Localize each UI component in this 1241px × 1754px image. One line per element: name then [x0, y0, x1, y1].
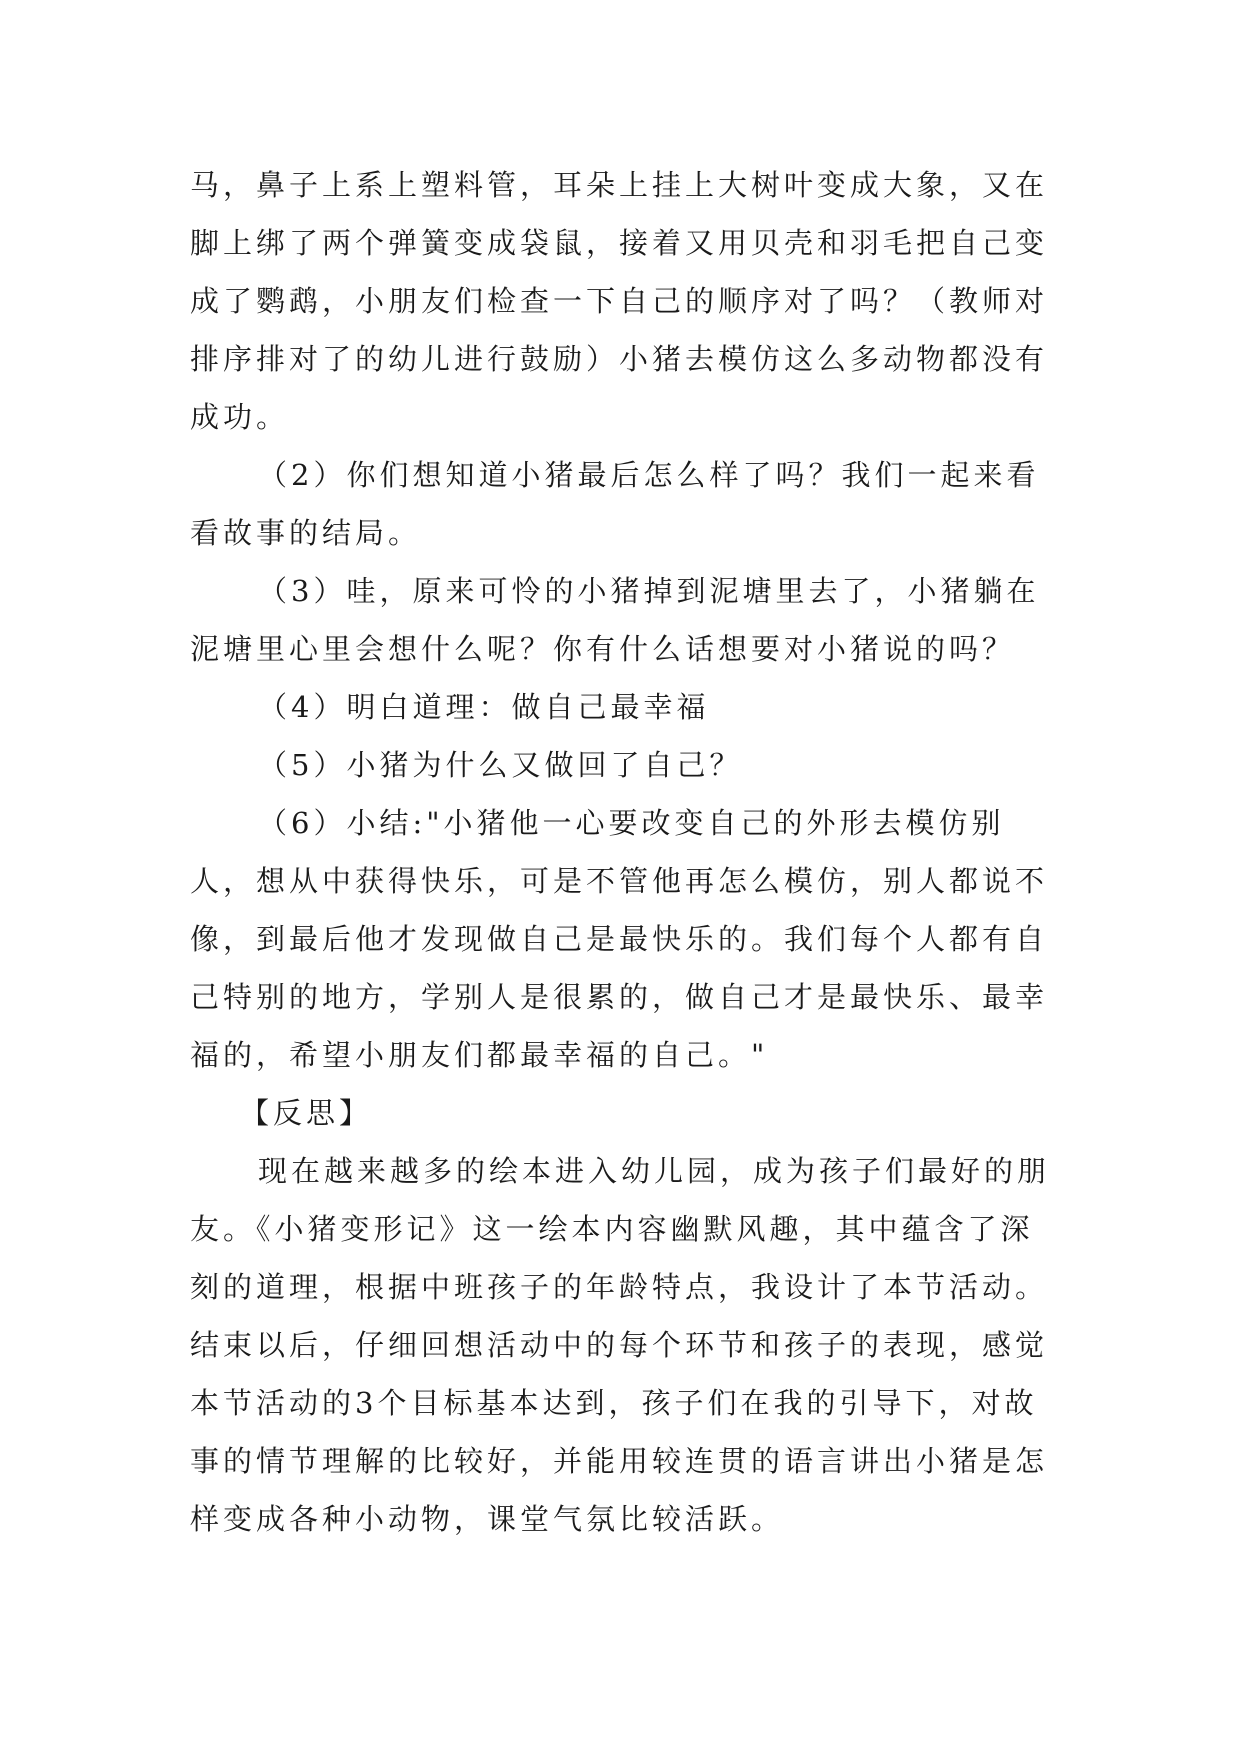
paragraph-item-2: （2）你们想知道小猪最后怎么样了吗？我们一起来看看故事的结局。	[190, 458, 1040, 550]
section-heading-reflection: 【反思】	[240, 1096, 373, 1130]
paragraph-item-6: （6）小结:"小猪他一心要改变自己的外形去模仿别人，想从中获得快乐，可是不管他再怎么模仿，别人都说不像，到最后他才发现做自己是最快乐的。我们每个人都有自己特别的地方，学别人是很累的，做自己才是最快乐、最幸福的，希望小朋友们都最幸福的自己。"	[190, 806, 1049, 1072]
paragraph-item-4: （4）明白道理：做自己最幸福	[258, 690, 710, 724]
paragraph-continuation: 马，鼻子上系上塑料管，耳朵上挂上大树叶变成大象，又在脚上绑了两个弹簧变成袋鼠，接着又用贝壳和羽毛把自己变成了鹦鹉，小朋友们检查一下自己的顺序对了吗？（教师对排序排对了的幼儿进行鼓励）小猪去模仿这么多动物都没有成功。	[190, 168, 1049, 434]
paragraph-reflection: 现在越来越多的绘本进入幼儿园，成为孩子们最好的朋友。《小猪变形记》这一绘本内容幽默风趣，其中蕴含了深刻的道理，根据中班孩子的年龄特点，我设计了本节活动。结束以后，仔细回想活动中的每个环节和孩子的表现，感觉本节活动的3个目标基本达到，孩子们在我的引导下，对故事的情节理解的比较好，并能用较连贯的语言讲出小猪是怎样变成各种小动物，课堂气氛比较活跃。	[190, 1154, 1051, 1536]
document-body	[190, 156, 1050, 1548]
paragraph-item-3: （3）哇，原来可怜的小猪掉到泥塘里去了，小猪躺在泥塘里心里会想什么呢？你有什么话想要对小猪说的吗？	[190, 574, 1040, 666]
paragraph-item-5: （5）小猪为什么又做回了自己？	[258, 748, 743, 782]
